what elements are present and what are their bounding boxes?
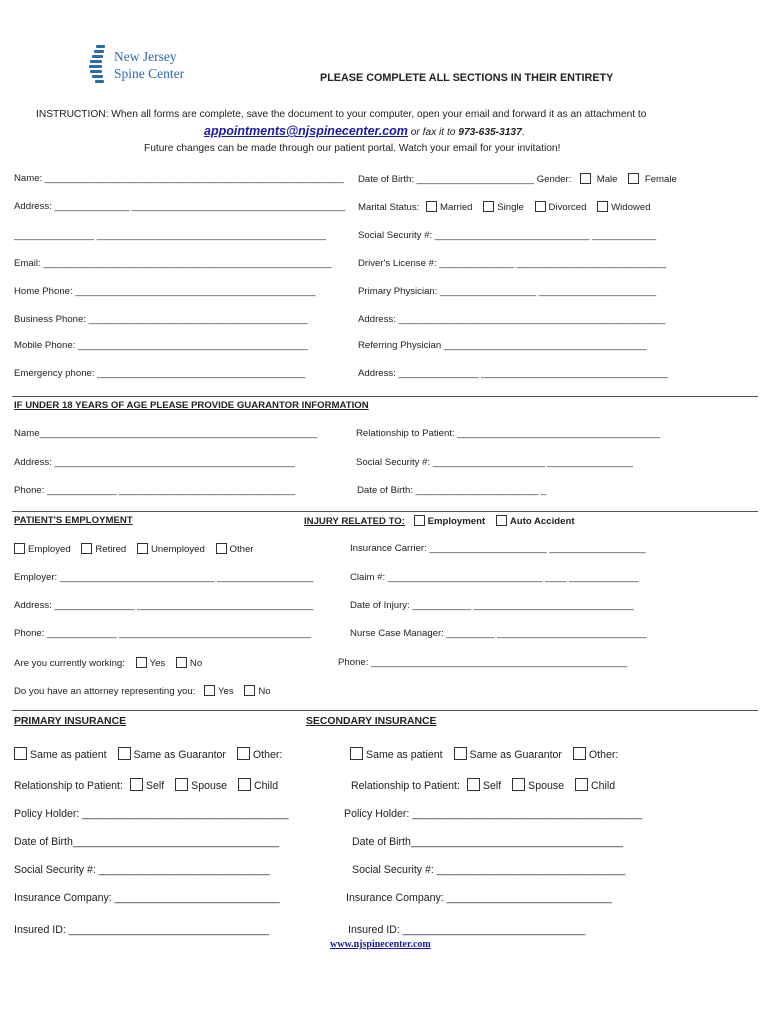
fax-prefix: or fax it to	[407, 127, 459, 138]
referring-physician-field[interactable]: Referring Physician ______________________________________	[358, 340, 647, 351]
primary-other-checkbox[interactable]	[237, 747, 250, 760]
secondary-other-checkbox[interactable]	[573, 747, 586, 760]
divider	[12, 396, 758, 397]
secondary-same-patient-checkbox[interactable]	[350, 747, 363, 760]
patient-address-field[interactable]: Address: ______________ ________________________________________	[14, 201, 346, 212]
divorced-checkbox[interactable]	[535, 201, 546, 212]
secondary-other-option[interactable]	[573, 747, 618, 761]
primary-child-option[interactable]	[238, 778, 278, 792]
guarantor-dob-field[interactable]: Date of Birth: _______________________ _	[357, 485, 547, 496]
secondary-policy-holder-field[interactable]: Policy Holder: _______________________________________	[344, 808, 643, 820]
secondary-child-checkbox[interactable]	[575, 778, 588, 791]
claim-number-field[interactable]: Claim #: _____________________________ ____ _____________	[350, 572, 639, 583]
patient-dob-gender	[358, 173, 685, 185]
primary-other-option[interactable]	[237, 747, 282, 761]
fax-suffix: .	[521, 127, 525, 138]
attorney-group	[14, 685, 279, 697]
guarantor-relationship-field[interactable]: Relationship to Patient: ______________________________________	[356, 428, 661, 439]
secondary-relationship-group	[351, 778, 623, 792]
logo-line-2: Spine Center	[114, 66, 185, 81]
widowed-label: Widowed	[611, 202, 651, 213]
marital-divorced-option[interactable]	[535, 201, 587, 213]
patient-dob-field[interactable]: Date of Birth: ______________________ Gender:	[358, 174, 572, 185]
single-label: Single	[497, 202, 524, 213]
website-link[interactable]: www.njspinecenter.com	[330, 939, 431, 950]
patient-ssn-field[interactable]: Social Security #: _____________________________ ____________	[358, 230, 657, 241]
working-yes-option[interactable]	[136, 657, 166, 669]
primary-same-patient-label: Same as patient	[30, 749, 107, 761]
guarantor-ssn-field[interactable]: Social Security #: _____________________ ________________	[356, 457, 633, 468]
mobile-phone-field[interactable]: Mobile Phone: ___________________________________________	[14, 340, 308, 351]
referring-address-field[interactable]: Address: _______________ ___________________________________	[358, 368, 668, 379]
primary-physician-field[interactable]: Primary Physician: __________________ ______________________	[358, 286, 657, 297]
primary-spouse-option[interactable]	[175, 778, 227, 792]
primary-self-checkbox[interactable]	[130, 778, 143, 791]
employer-address-field[interactable]: Address: _______________ _________________________________	[14, 600, 314, 611]
injury-employment-option[interactable]	[414, 515, 486, 527]
home-phone-field[interactable]: Home Phone: _____________________________________________	[14, 286, 316, 297]
spine-logo-icon	[86, 44, 110, 86]
employer-phone-field[interactable]: Phone: _____________ ____________________________________	[14, 628, 312, 639]
email-fax-line	[204, 124, 525, 138]
secondary-ssn-field[interactable]: Social Security #: ________________________________	[352, 864, 626, 876]
business-phone-field[interactable]: Business Phone: _________________________________________	[14, 314, 308, 325]
secondary-same-patient-label: Same as patient	[366, 749, 443, 761]
guarantor-name-field[interactable]: Name____________________________________________________	[14, 428, 318, 439]
nurse-case-manager-field[interactable]: Nurse Case Manager: _________ ____________________________	[350, 628, 647, 639]
attorney-no-checkbox[interactable]	[244, 685, 255, 696]
secondary-other-label: Other:	[588, 749, 619, 761]
marital-married-option[interactable]	[426, 201, 473, 213]
unemployed-checkbox[interactable]	[137, 543, 148, 554]
secondary-self-option[interactable]	[467, 778, 501, 792]
secondary-relationship-label: Relationship to Patient:	[351, 780, 460, 792]
marital-widowed-option[interactable]	[597, 201, 650, 213]
secondary-same-guarantor-label: Same as Guarantor	[469, 749, 562, 761]
secondary-same-as-group	[350, 747, 626, 761]
male-label: Male	[596, 174, 618, 185]
logo-line-1: New Jersey	[114, 49, 177, 64]
injury-employment-checkbox[interactable]	[414, 515, 425, 526]
marital-status-group	[358, 201, 659, 213]
working-yes-checkbox[interactable]	[136, 657, 147, 668]
portal-note: Future changes can be made through our patient portal. Watch your email for your invitation!	[144, 143, 561, 154]
retired-checkbox[interactable]	[81, 543, 92, 554]
primary-same-guarantor-checkbox[interactable]	[118, 747, 131, 760]
primary-child-checkbox[interactable]	[238, 778, 251, 791]
female-checkbox[interactable]	[628, 173, 639, 184]
secondary-same-guarantor-option[interactable]	[454, 747, 562, 761]
widowed-checkbox[interactable]	[597, 201, 608, 212]
gender-female-option[interactable]	[628, 173, 677, 185]
secondary-same-guarantor-checkbox[interactable]	[454, 747, 467, 760]
patient-name-field[interactable]: Name: ________________________________________________________	[14, 173, 344, 184]
primary-relationship-label: Relationship to Patient:	[14, 780, 123, 792]
primary-spouse-label: Spouse	[191, 780, 228, 792]
primary-same-guarantor-label: Same as Guarantor	[133, 749, 226, 761]
secondary-spouse-option[interactable]	[512, 778, 564, 792]
divorced-label: Divorced	[548, 202, 587, 213]
working-no-option[interactable]	[176, 657, 202, 669]
working-yes-label: Yes	[149, 658, 166, 669]
secondary-same-patient-option[interactable]	[350, 747, 443, 761]
unemployed-label: Unemployed	[150, 544, 205, 555]
nurse-phone-field[interactable]: Phone: ________________________________________________	[338, 657, 628, 668]
single-checkbox[interactable]	[483, 201, 494, 212]
guarantor-address-field[interactable]: Address: _____________________________________________	[14, 457, 295, 468]
attorney-no-label: No	[258, 686, 271, 697]
injury-related-label: INJURY RELATED TO:	[304, 516, 405, 527]
instruction-text: INSTRUCTION: When all forms are complete, save the document to your computer, open your email and forward it as an attachment to	[36, 109, 647, 120]
primary-same-guarantor-option[interactable]	[118, 747, 226, 761]
primary-same-patient-checkbox[interactable]	[14, 747, 27, 760]
retired-option[interactable]	[81, 543, 126, 555]
employment-status-group	[14, 543, 262, 555]
primary-insurance-heading: PRIMARY INSURANCE	[14, 716, 126, 727]
emergency-phone-field[interactable]: Emergency phone: _______________________________________	[14, 368, 306, 379]
secondary-spouse-checkbox[interactable]	[512, 778, 525, 791]
guarantor-phone-field[interactable]: Phone: _____________ _________________________________	[14, 485, 296, 496]
secondary-insurance-company-field[interactable]: Insurance Company: ____________________________	[346, 892, 612, 904]
working-no-label: No	[189, 658, 203, 669]
retired-label: Retired	[95, 544, 127, 555]
primary-spouse-checkbox[interactable]	[175, 778, 188, 791]
patient-email-field[interactable]: Email: ______________________________________________________	[14, 258, 332, 269]
primary-self-option[interactable]	[130, 778, 164, 792]
injury-auto-checkbox[interactable]	[496, 515, 507, 526]
female-label: Female	[644, 174, 677, 185]
secondary-dob-field[interactable]: Date of Birth____________________________________	[352, 836, 623, 848]
employer-field[interactable]: Employer: _____________________________ __________________	[14, 572, 314, 583]
working-no-checkbox[interactable]	[176, 657, 187, 668]
other-option[interactable]	[216, 543, 254, 555]
attorney-no-option[interactable]	[244, 685, 270, 697]
unemployed-option[interactable]	[137, 543, 205, 555]
primary-ssn-field[interactable]: Social Security #: _____________________________	[14, 864, 270, 876]
currently-working-label: Are you currently working:	[14, 658, 125, 669]
primary-insured-id-field[interactable]: Insured ID: __________________________________	[14, 924, 270, 936]
secondary-insured-id-field[interactable]: Insured ID: _______________________________	[348, 924, 586, 936]
other-checkbox[interactable]	[216, 543, 227, 554]
marital-status-label: Marital Status:	[358, 202, 420, 213]
date-of-injury-field[interactable]: Date of Injury: ___________ ______________________________	[350, 600, 634, 611]
primary-insurance-company-field[interactable]: Insurance Company: ____________________________	[14, 892, 280, 904]
primary-dob-field[interactable]: Date of Birth___________________________________	[14, 836, 280, 848]
insurance-carrier-field[interactable]: Insurance Carrier: ______________________ __________________	[350, 543, 646, 554]
attorney-label: Do you have an attorney representing you:	[14, 686, 196, 697]
drivers-license-field[interactable]: Driver's License #: ______________ ____________________________	[358, 258, 667, 269]
primary-other-label: Other:	[252, 749, 283, 761]
secondary-self-label: Self	[482, 780, 502, 792]
primary-child-label: Child	[254, 780, 279, 792]
form-title: PLEASE COMPLETE ALL SECTIONS IN THEIR ENTIRETY	[320, 72, 614, 84]
marital-single-option[interactable]	[483, 201, 524, 213]
injury-related-group	[304, 515, 583, 527]
fax-number: 973-635-3137	[458, 127, 522, 138]
employed-option[interactable]	[14, 543, 71, 555]
divider	[12, 511, 758, 512]
attorney-yes-checkbox[interactable]	[204, 685, 215, 696]
guarantor-heading: IF UNDER 18 YEARS OF AGE PLEASE PROVIDE GUARANTOR INFORMATION	[14, 400, 369, 411]
physician-address-field[interactable]: Address: __________________________________________________	[358, 314, 666, 325]
married-label: Married	[440, 202, 473, 213]
gender-male-option[interactable]	[580, 173, 617, 185]
employment-heading: PATIENT'S EMPLOYMENT	[14, 515, 133, 526]
primary-self-label: Self	[145, 780, 165, 792]
currently-working-group	[14, 657, 210, 669]
attorney-yes-label: Yes	[218, 686, 234, 697]
secondary-insurance-heading: SECONDARY INSURANCE	[306, 716, 437, 727]
patient-address-line2-field[interactable]: _______________ ___________________________________________	[14, 230, 327, 241]
primary-relationship-group	[14, 778, 286, 792]
secondary-child-option[interactable]	[575, 778, 615, 792]
other-label: Other	[229, 544, 254, 555]
secondary-child-label: Child	[591, 780, 616, 792]
injury-auto-option[interactable]	[496, 515, 575, 527]
employed-label: Employed	[28, 544, 71, 555]
injury-employment-label: Employment	[427, 516, 486, 527]
primary-policy-holder-field[interactable]: Policy Holder: ___________________________________	[14, 808, 289, 820]
attorney-yes-option[interactable]	[204, 685, 234, 697]
male-checkbox[interactable]	[580, 173, 591, 184]
employed-checkbox[interactable]	[14, 543, 25, 554]
primary-same-as-group	[14, 747, 290, 761]
injury-auto-label: Auto Accident	[509, 516, 575, 527]
secondary-self-checkbox[interactable]	[467, 778, 480, 791]
married-checkbox[interactable]	[426, 201, 437, 212]
primary-same-patient-option[interactable]	[14, 747, 107, 761]
email-link[interactable]: appointments@njspinecenter.com	[204, 124, 408, 138]
divider	[12, 710, 758, 711]
secondary-spouse-label: Spouse	[528, 780, 565, 792]
